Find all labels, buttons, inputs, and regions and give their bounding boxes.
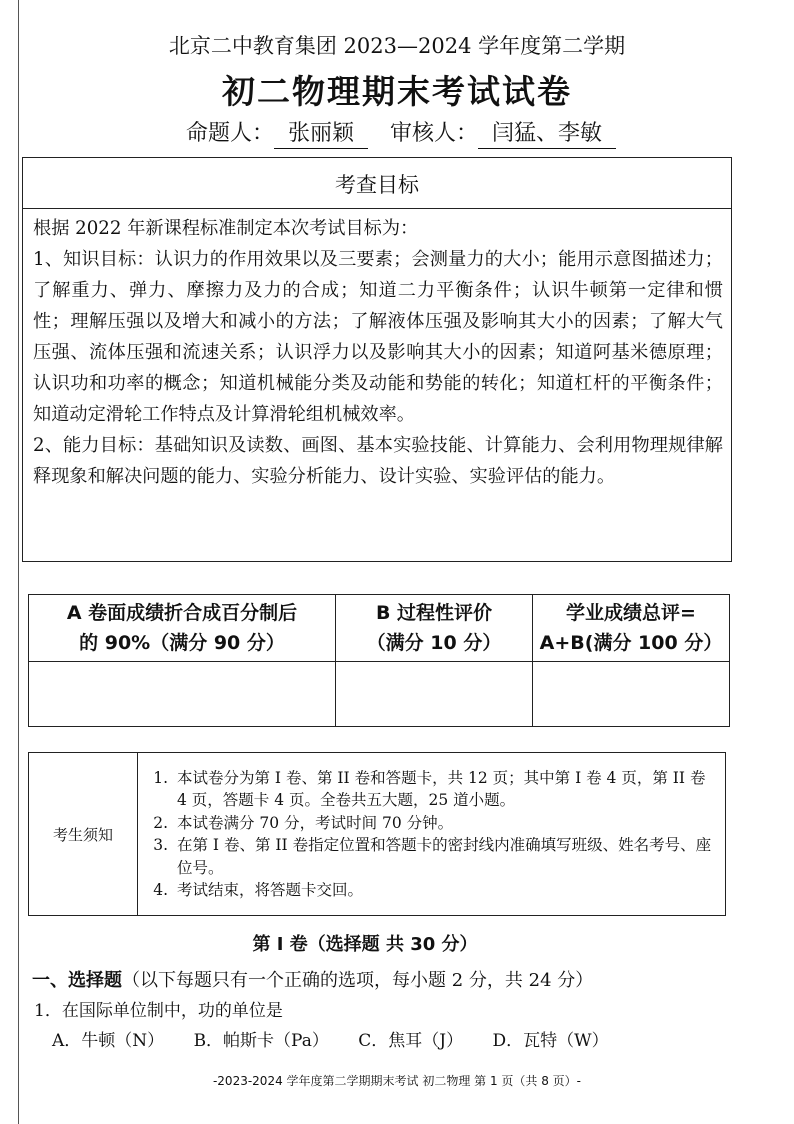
notice-item: 2. 本试卷满分 70 分，考试时间 70 分钟。	[173, 812, 716, 835]
notice-label: 考生须知	[29, 753, 138, 916]
option-a: A．牛顿（N）	[52, 1031, 165, 1051]
score-col-a-header: A 卷面成绩折合成百分制后 的 90%（满分 90 分）	[29, 595, 336, 662]
school-line: 北京二中教育集团 2023—2024 学年度第二学期	[168, 34, 626, 58]
option-b: B．帕斯卡（Pa）	[193, 1031, 329, 1051]
author-name: 张丽颖	[274, 120, 368, 149]
score-a-cell[interactable]	[29, 662, 336, 727]
notice-list	[139, 767, 724, 902]
reviewer-label: 审核人：	[390, 121, 479, 146]
score-table	[28, 594, 730, 727]
option-c: C．焦耳（J）	[358, 1031, 464, 1051]
question-1-stem: 1．在国际单位制中，功的单位是	[34, 1001, 283, 1021]
candidate-notice	[28, 752, 726, 916]
score-col-b-header: B 过程性评价 （满分 10 分）	[336, 595, 533, 662]
page-title: 初二物理期末考试试卷	[222, 72, 572, 111]
knowledge-goals: 1、知识目标：认识力的作用效果以及三要素；会测量力的大小；能用示意图描述力；了解重力、弹力、摩擦力及力的合成；知道二力平衡条件；认识牛顿第一定律和惯性；理解压强以及增大和减小的方法；了解液体压强及影响其大小的因素；了解大气压强、流体压强和流速关系；认识浮力以及影响其大小的因素；知道阿基米德原理；认识功和功率的概念；知道机械能分类及动能和势能的转化；知道杠杆的平衡条件；知道动定滑轮工作特点及计算滑轮组机械效率。	[33, 249, 723, 425]
notice-content	[138, 753, 726, 916]
notice-item: 4. 考试结束，将答题卡交回。	[173, 879, 716, 902]
part1-title: 第 I 卷（选择题 共 30 分）	[252, 934, 478, 955]
score-col-c-header: 学业成绩总评= A+B(满分 100 分）	[533, 595, 730, 662]
reviewer-names: 闫猛、李敏	[478, 120, 616, 149]
authors-line	[186, 116, 616, 149]
exam-goals-title: 考查目标	[23, 158, 731, 209]
exam-goals-box	[22, 157, 732, 562]
score-b-cell[interactable]	[336, 662, 533, 727]
notice-item: 3. 在第 I 卷、第 II 卷指定位置和答题卡的密封线内准确填写班级、姓名考号、座位号。	[173, 834, 716, 879]
section-note: （以下每题只有一个正确的选项，每小题 2 分，共 24 分）	[122, 970, 594, 991]
page-footer: -2023-2024 学年度第二学期期末考试 初二物理 第 1 页（共 8 页）-	[212, 1074, 582, 1088]
question-1-options	[52, 1026, 633, 1051]
score-total-cell[interactable]	[533, 662, 730, 727]
section-label: 一、选择题	[32, 970, 122, 991]
author-label: 命题人：	[186, 121, 275, 146]
notice-item: 1. 本试卷分为第 I 卷、第 II 卷和答题卡，共 12 页；其中第 I 卷 4 页，第 II 卷 4 页，答题卡 4 页。全卷共五大题，25 道小题。	[173, 767, 716, 812]
option-d: D．瓦特（W）	[492, 1031, 609, 1051]
section-heading	[32, 966, 593, 992]
ability-goals: 2、能力目标：基础知识及读数、画图、基本实验技能、计算能力、会利用物理规律解释现象和解决问题的能力、实验分析能力、设计实验、实验评估的能力。	[33, 435, 723, 487]
exam-goals-body	[23, 209, 731, 492]
goals-intro: 根据 2022 年新课程标准制定本次考试目标为：	[33, 218, 419, 239]
